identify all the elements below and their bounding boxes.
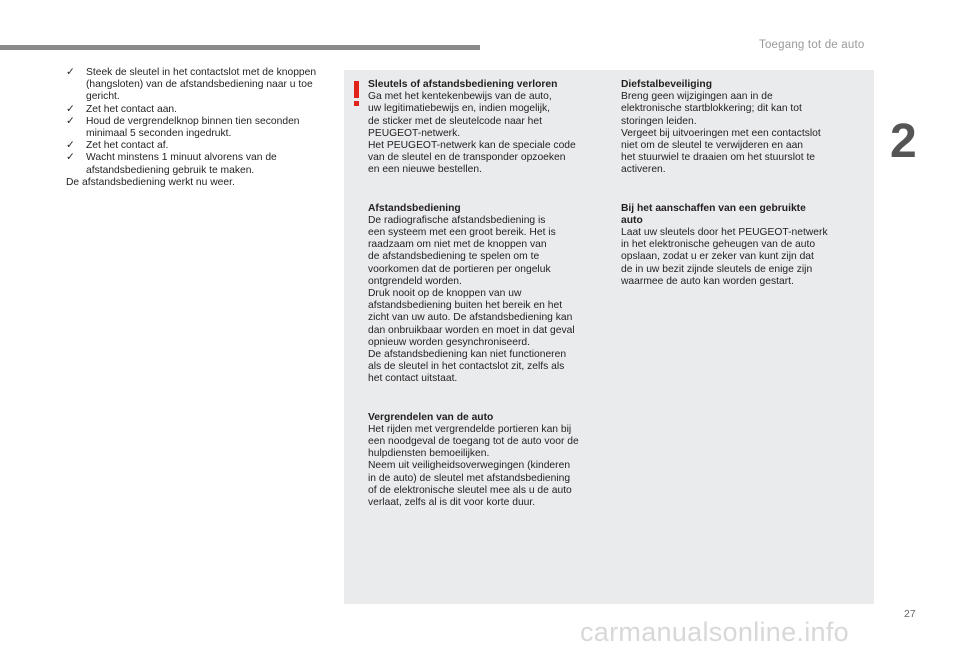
section-title: Toegang tot de auto — [759, 39, 865, 51]
section-heading: Bij het aanschaffen van een gebruikte auto — [621, 202, 806, 226]
step-item — [66, 152, 324, 176]
checkbox-bullet-icon: ✓ — [66, 140, 75, 152]
info-column-left — [368, 79, 614, 535]
chapter-number: 2 — [890, 115, 917, 168]
checkbox-bullet-icon: ✓ — [66, 152, 75, 164]
remote-control-section — [368, 203, 614, 386]
step-item — [66, 116, 324, 140]
exclamation-icon — [353, 81, 360, 107]
procedure-conclusion: De afstandsbediening werkt nu weer. — [66, 176, 235, 188]
page-number: 27 — [904, 608, 916, 620]
section-heading: Sleutels of afstandsbediening verloren — [368, 79, 558, 90]
info-column-right — [621, 79, 867, 314]
section-heading: Vergrendelen van de auto — [368, 411, 494, 423]
step-text: Steek de sleutel in het contactslot met de knoppen (hangsloten) van de afstandsbediening naar u toe gericht. — [86, 67, 317, 103]
section-heading: Diefstalbeveiliging — [621, 79, 712, 90]
locking-section — [368, 412, 614, 510]
checkbox-bullet-icon: ✓ — [66, 67, 75, 78]
step-text: Zet het contact af. — [86, 140, 169, 152]
section-body: Ga met het kentekenbewijs van de auto, uw legitimatiebewijs en, indien mogelijk, de sticker met de sleutelcode naar het PEUGEOT-netwerk. Het PEUGEOT-netwerk kan de speciale code van de sleutel en de transponder opzoeken en een nieuwe bestellen. — [368, 91, 576, 176]
watermark: carmanualsonline.info — [580, 617, 849, 647]
step-item — [66, 104, 324, 116]
step-text: Wacht minstens 1 minuut alvorens van de afstandsbediening gebruik te maken. — [86, 152, 277, 176]
section-heading: Afstandsbediening — [368, 202, 461, 214]
checkbox-bullet-icon: ✓ — [66, 103, 75, 115]
section-body: Laat uw sleutels door het PEUGEOT-netwerk in het elektronische geheugen van de auto opslaan, zodat u er zeker van kunt zijn dat de in uw bezit zijnde sleutels de enige zijn waarmee de auto kan worden gestart. — [621, 227, 828, 287]
step-text: Zet het contact aan. — [86, 103, 178, 115]
checkbox-bullet-icon: ✓ — [66, 115, 75, 127]
section-body: Het rijden met vergrendelde portieren kan bij een noodgeval de toegang tot de auto voor de hulpdiensten bemoeilijken. Neem uit veiligheidsoverwegingen (kinderen in de auto) de sleutel met afstandsbediening of de elektronische sleutel mee als u de auto verlaat, zelfs al is dit voor korte duur. — [368, 423, 579, 509]
used-car-section — [621, 203, 867, 288]
step-text: Houd de vergrendelknop binnen tien seconden minimaal 5 seconden ingedrukt. — [86, 115, 300, 140]
section-body: Breng geen wijzigingen aan in de elektronische startblokkering; dit kan tot storingen leiden. Vergeet bij uitvoeringen met een contactslot niet om de sleutel te verwijderen en aan het stuurwiel te draaien om het stuurslot te activeren. — [621, 91, 821, 176]
step-item — [66, 67, 324, 104]
anti-theft-section — [621, 79, 867, 177]
header-bar — [0, 45, 480, 50]
section-body: De radiografische afstandsbediening is een systeem met een groot bereik. Het is raadzaam om niet met de knoppen van de afstandsbediening te spelen om te voorkomen dat de portieren per ongeluk ontgrendeld worden. Druk nooit op de knoppen van uw afstandsbediening buiten het bereik en het zicht van uw auto. De afstandsbediening kan dan onbruikbaar worden en moet in dat geval opnieuw worden gesynchroniseerd. De afstandsbediening kan niet functioneren als de sleutel in het contactslot zit, zelfs als het contact uitstaat. — [368, 214, 575, 385]
procedure-steps — [66, 67, 324, 189]
lost-keys-section — [368, 79, 614, 177]
step-item — [66, 140, 324, 152]
